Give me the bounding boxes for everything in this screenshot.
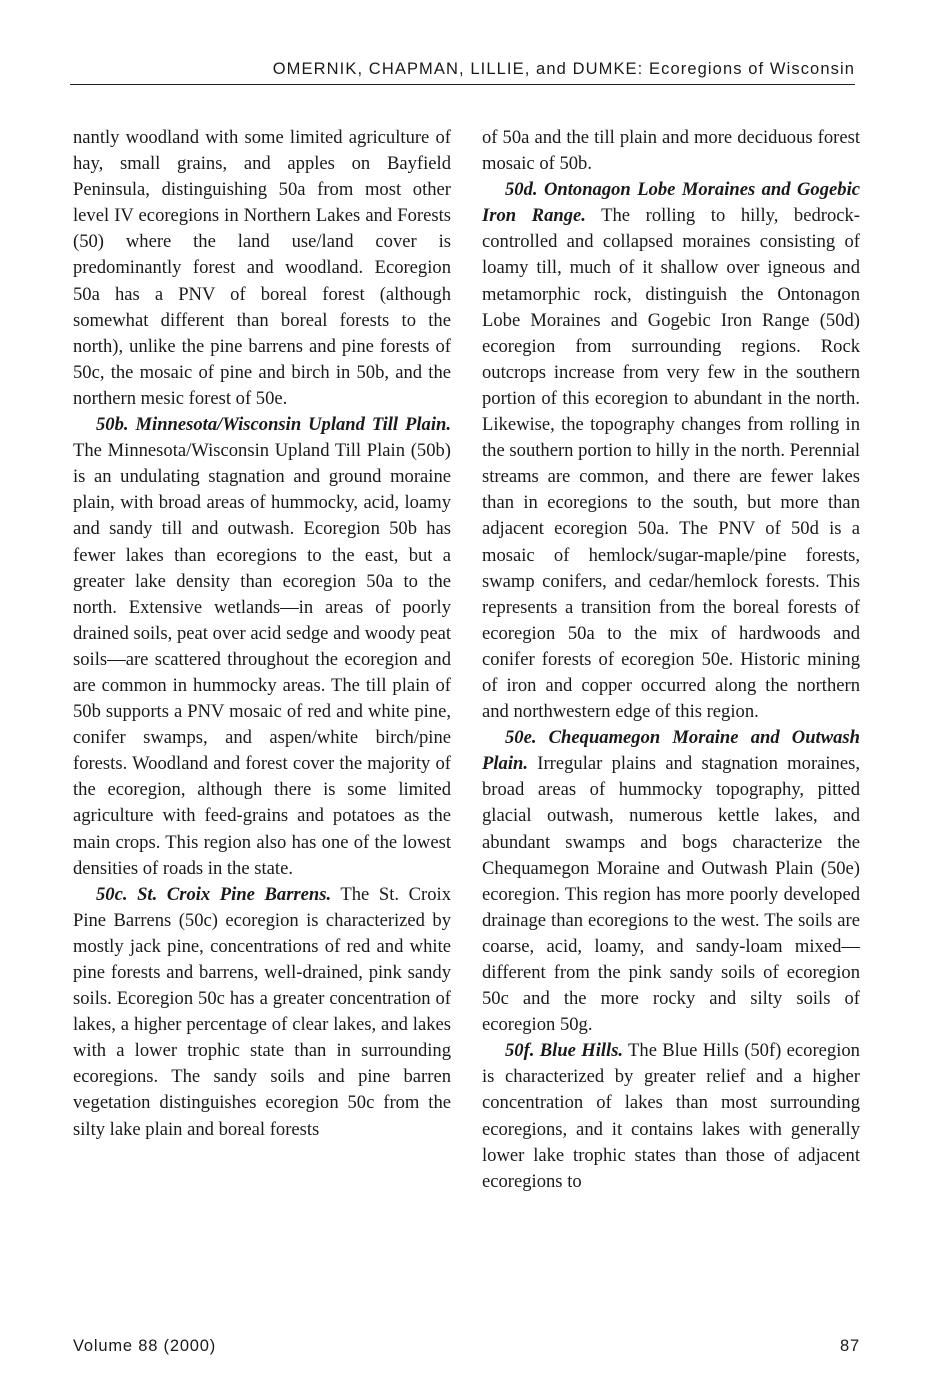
section-heading-50c: 50c. St. Croix Pine Barrens. bbox=[96, 883, 332, 905]
section-heading-50e: 50e. Chequamegon Moraine and Outwash Plain. bbox=[482, 727, 860, 775]
footer-volume: Volume 88 (2000) bbox=[73, 1337, 217, 1355]
section-text-50b: The Minnesota/Wisconsin Upland Till Plain (50b) is an undulating stagnation and ground moraine plain, with broad areas of hummocky, acid, loamy and sandy till and outwash. Ecoregion 50b has fewer lakes than ecoregions to the east, but a greater lake density than ecoregion 50a to the north. Extensive wetlands—in areas of poorly drained soils, peat over acid sedge and woody peat soils—are scattered throughout the ecoregion and are common in hummocky areas. The till plain of 50b supports a PNV mosaic of red and white pine, conifer swamps, and aspen/white birch/pine forests. Woodland and forest cover the majority of the ecoregion, although there is some limited agriculture with feed-grains and potatoes as the main crops. This region also has one of the lowest densities of roads in the state. bbox=[73, 440, 451, 879]
paragraph-50d bbox=[482, 177, 860, 725]
paragraph-50c-continued: of 50a and the till plain and more deciduous forest mosaic of 50b. bbox=[482, 127, 860, 175]
section-heading-50b: 50b. Minnesota/Wisconsin Upland Till Plain. bbox=[96, 414, 451, 436]
left-column bbox=[73, 125, 451, 1143]
header-rule bbox=[70, 84, 855, 85]
section-text-50f: The Blue Hills (50f) ecoregion is characterized by greater relief and a higher concentration of lakes than most surrounding ecoregions, and it contains lakes with generally lower lake trophic states than those of adjacent ecoregions to bbox=[482, 1040, 860, 1192]
section-heading-50d: 50d. Ontonagon Lobe Moraines and Gogebic Iron Range. bbox=[482, 179, 860, 227]
right-column bbox=[482, 125, 860, 1195]
paragraph-50c bbox=[73, 882, 451, 1143]
section-text-50d: The rolling to hilly, bedrock-controlled and collapsed moraines consisting of loamy till, much of it shallow over igneous and metamorphic rock, distinguish the Ontonagon Lobe Moraines and Gogebic Iron Range (50d) ecoregion from surrounding regions. Rock outcrops increase from very few in the southern portion of this ecoregion to abundant in the north. Likewise, the topography changes from rolling in the southern portion to hilly in the north. Perennial streams are common, and there are fewer lakes than in ecoregions to the south, but more than adjacent ecoregion 50a. The PNV of 50d is a mosaic of hemlock/sugar-maple/pine forests, swamp conifers, and cedar/hemlock forests. This represents a transition from the boreal forests of ecoregion 50a to the mix of hardwoods and conifer forests of ecoregion 50e. Historic mining of iron and copper occurred along the northern and northwestern edge of this region. bbox=[482, 205, 860, 723]
paragraph-50f bbox=[482, 1038, 860, 1195]
paragraph-50b bbox=[73, 412, 451, 882]
section-text-50c: The St. Croix Pine Barrens (50c) ecoregion is characterized by mostly jack pine, concentrations of red and white pine forests and barrens, well-drained, pink sandy soils. Ecoregion 50c has a greater concentration of lakes, a higher percentage of clear lakes, and lakes with a lower trophic state than in surrounding ecoregions. The sandy soils and pine barren vegetation distinguishes ecoregion 50c from the silty lake plain and boreal forests bbox=[73, 883, 451, 1140]
paragraph-50a-continued: nantly woodland with some limited agriculture of hay, small grains, and apples on Bayfield Peninsula, distinguishing 50a from most other level IV ecoregions in Northern Lakes and Forests (50) where the land use/land cover is predominantly forest and woodland. Ecoregion 50a has a PNV of boreal forest (although somewhat different than boreal forests to the north), unlike the pine barrens and pine forests of 50c, the mosaic of pine and birch in 50b, and the northern mesic forest of 50e. bbox=[73, 127, 451, 409]
section-text-50e: Irregular plains and stagnation moraines, broad areas of hummocky topography, pitted glacial outwash, numerous kettle lakes, and abundant swamps and bogs characterize the Chequamegon Moraine and Outwash Plain (50e) ecoregion. This region has more poorly developed drainage than ecoregions to the west. The soils are coarse, acid, loamy, and sandy-loam mixed—different from the pink sandy soils of ecoregion 50c and the more rocky and silty soils of ecoregion 50g. bbox=[482, 753, 860, 1036]
page-number: 87 bbox=[840, 1337, 860, 1355]
section-heading-50f: 50f. Blue Hills. bbox=[505, 1040, 624, 1062]
paragraph-50e bbox=[482, 725, 860, 1038]
running-head: OMERNIK, CHAPMAN, LILLIE, and DUMKE: Ecoregions of Wisconsin bbox=[272, 60, 855, 78]
